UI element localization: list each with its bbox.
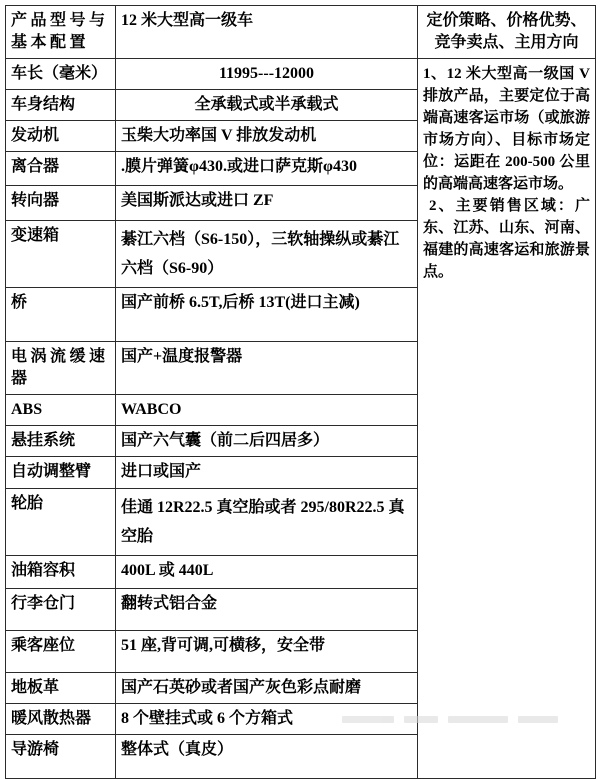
spec-label: 车长（毫米） [6, 59, 116, 90]
spec-label: 油箱容积 [6, 556, 116, 589]
spec-value: 国产前桥 6.5T,后桥 13T(进口主减) [116, 288, 418, 342]
spec-value: 国产六气囊（前二后四居多） [116, 426, 418, 457]
spec-value: 国产石英砂或者国产灰色彩点耐磨 [116, 673, 418, 704]
spec-label: ABS [6, 395, 116, 426]
spec-value: 国产+温度报警器 [116, 342, 418, 395]
spec-value: 美国斯派达或进口 ZF [116, 186, 418, 221]
sales-region-paragraph: 2、主要销售区域：广东、江苏、山东、河南、福建的高速客运和旅游景点。 [423, 198, 590, 280]
spec-value: 进口或国产 [116, 457, 418, 489]
spec-label: 轮胎 [6, 489, 116, 556]
spec-label: 桥 [6, 288, 116, 342]
spec-value: 12 米大型高一级车 [116, 6, 418, 59]
spec-value: 翻转式铝合金 [116, 589, 418, 631]
spec-value: 11995---12000 [116, 59, 418, 90]
pricing-column-title: 定价策略、价格优势、竞争卖点、主用方向 [418, 6, 596, 59]
spec-value: 佳通 12R22.5 真空胎或者 295/80R22.5 真空胎 [116, 489, 418, 556]
spec-value: 整体式（真皮） [116, 735, 418, 779]
spec-table [5, 5, 596, 779]
spec-label: 导游椅 [6, 735, 116, 779]
spec-label: 产品型号与基本配置 [6, 6, 116, 59]
spec-label: 转向器 [6, 186, 116, 221]
spec-label: 自动调整臂 [6, 457, 116, 489]
spec-value: 綦江六档（S6-150），三软轴操纵或綦江六档（S6-90） [116, 221, 418, 288]
pricing-strategy-cell [418, 59, 596, 779]
table-row [6, 59, 596, 90]
pricing-paragraph: 1、12 米大型高一级国 V 排放产品，主要定位于高端高速客运市场（或旅游市场方向）、目标市场定位：运距在 200-500 公里的高端高速客运市场。 [423, 66, 590, 192]
spec-value: .膜片弹簧φ430.或进口萨克斯φ430 [116, 152, 418, 186]
spec-label: 变速箱 [6, 221, 116, 288]
spec-value: WABCO [116, 395, 418, 426]
spec-value: 8 个壁挂式或 6 个方箱式 [116, 704, 418, 735]
table-row [6, 6, 596, 59]
spec-label: 发动机 [6, 121, 116, 152]
spec-label: 暖风散热器 [6, 704, 116, 735]
spec-label: 行李仓门 [6, 589, 116, 631]
spec-label: 乘客座位 [6, 631, 116, 673]
spec-value: 51 座,背可调,可横移，安全带 [116, 631, 418, 673]
spec-label: 地板革 [6, 673, 116, 704]
spec-label: 离合器 [6, 152, 116, 186]
spec-label: 悬挂系统 [6, 426, 116, 457]
spec-label: 车身结构 [6, 90, 116, 121]
spec-label: 电涡流缓速器 [6, 342, 116, 395]
spec-value: 全承载式或半承载式 [116, 90, 418, 121]
spec-value: 400L 或 440L [116, 556, 418, 589]
watermark-smudge [342, 713, 592, 723]
spec-value: 玉柴大功率国 V 排放发动机 [116, 121, 418, 152]
